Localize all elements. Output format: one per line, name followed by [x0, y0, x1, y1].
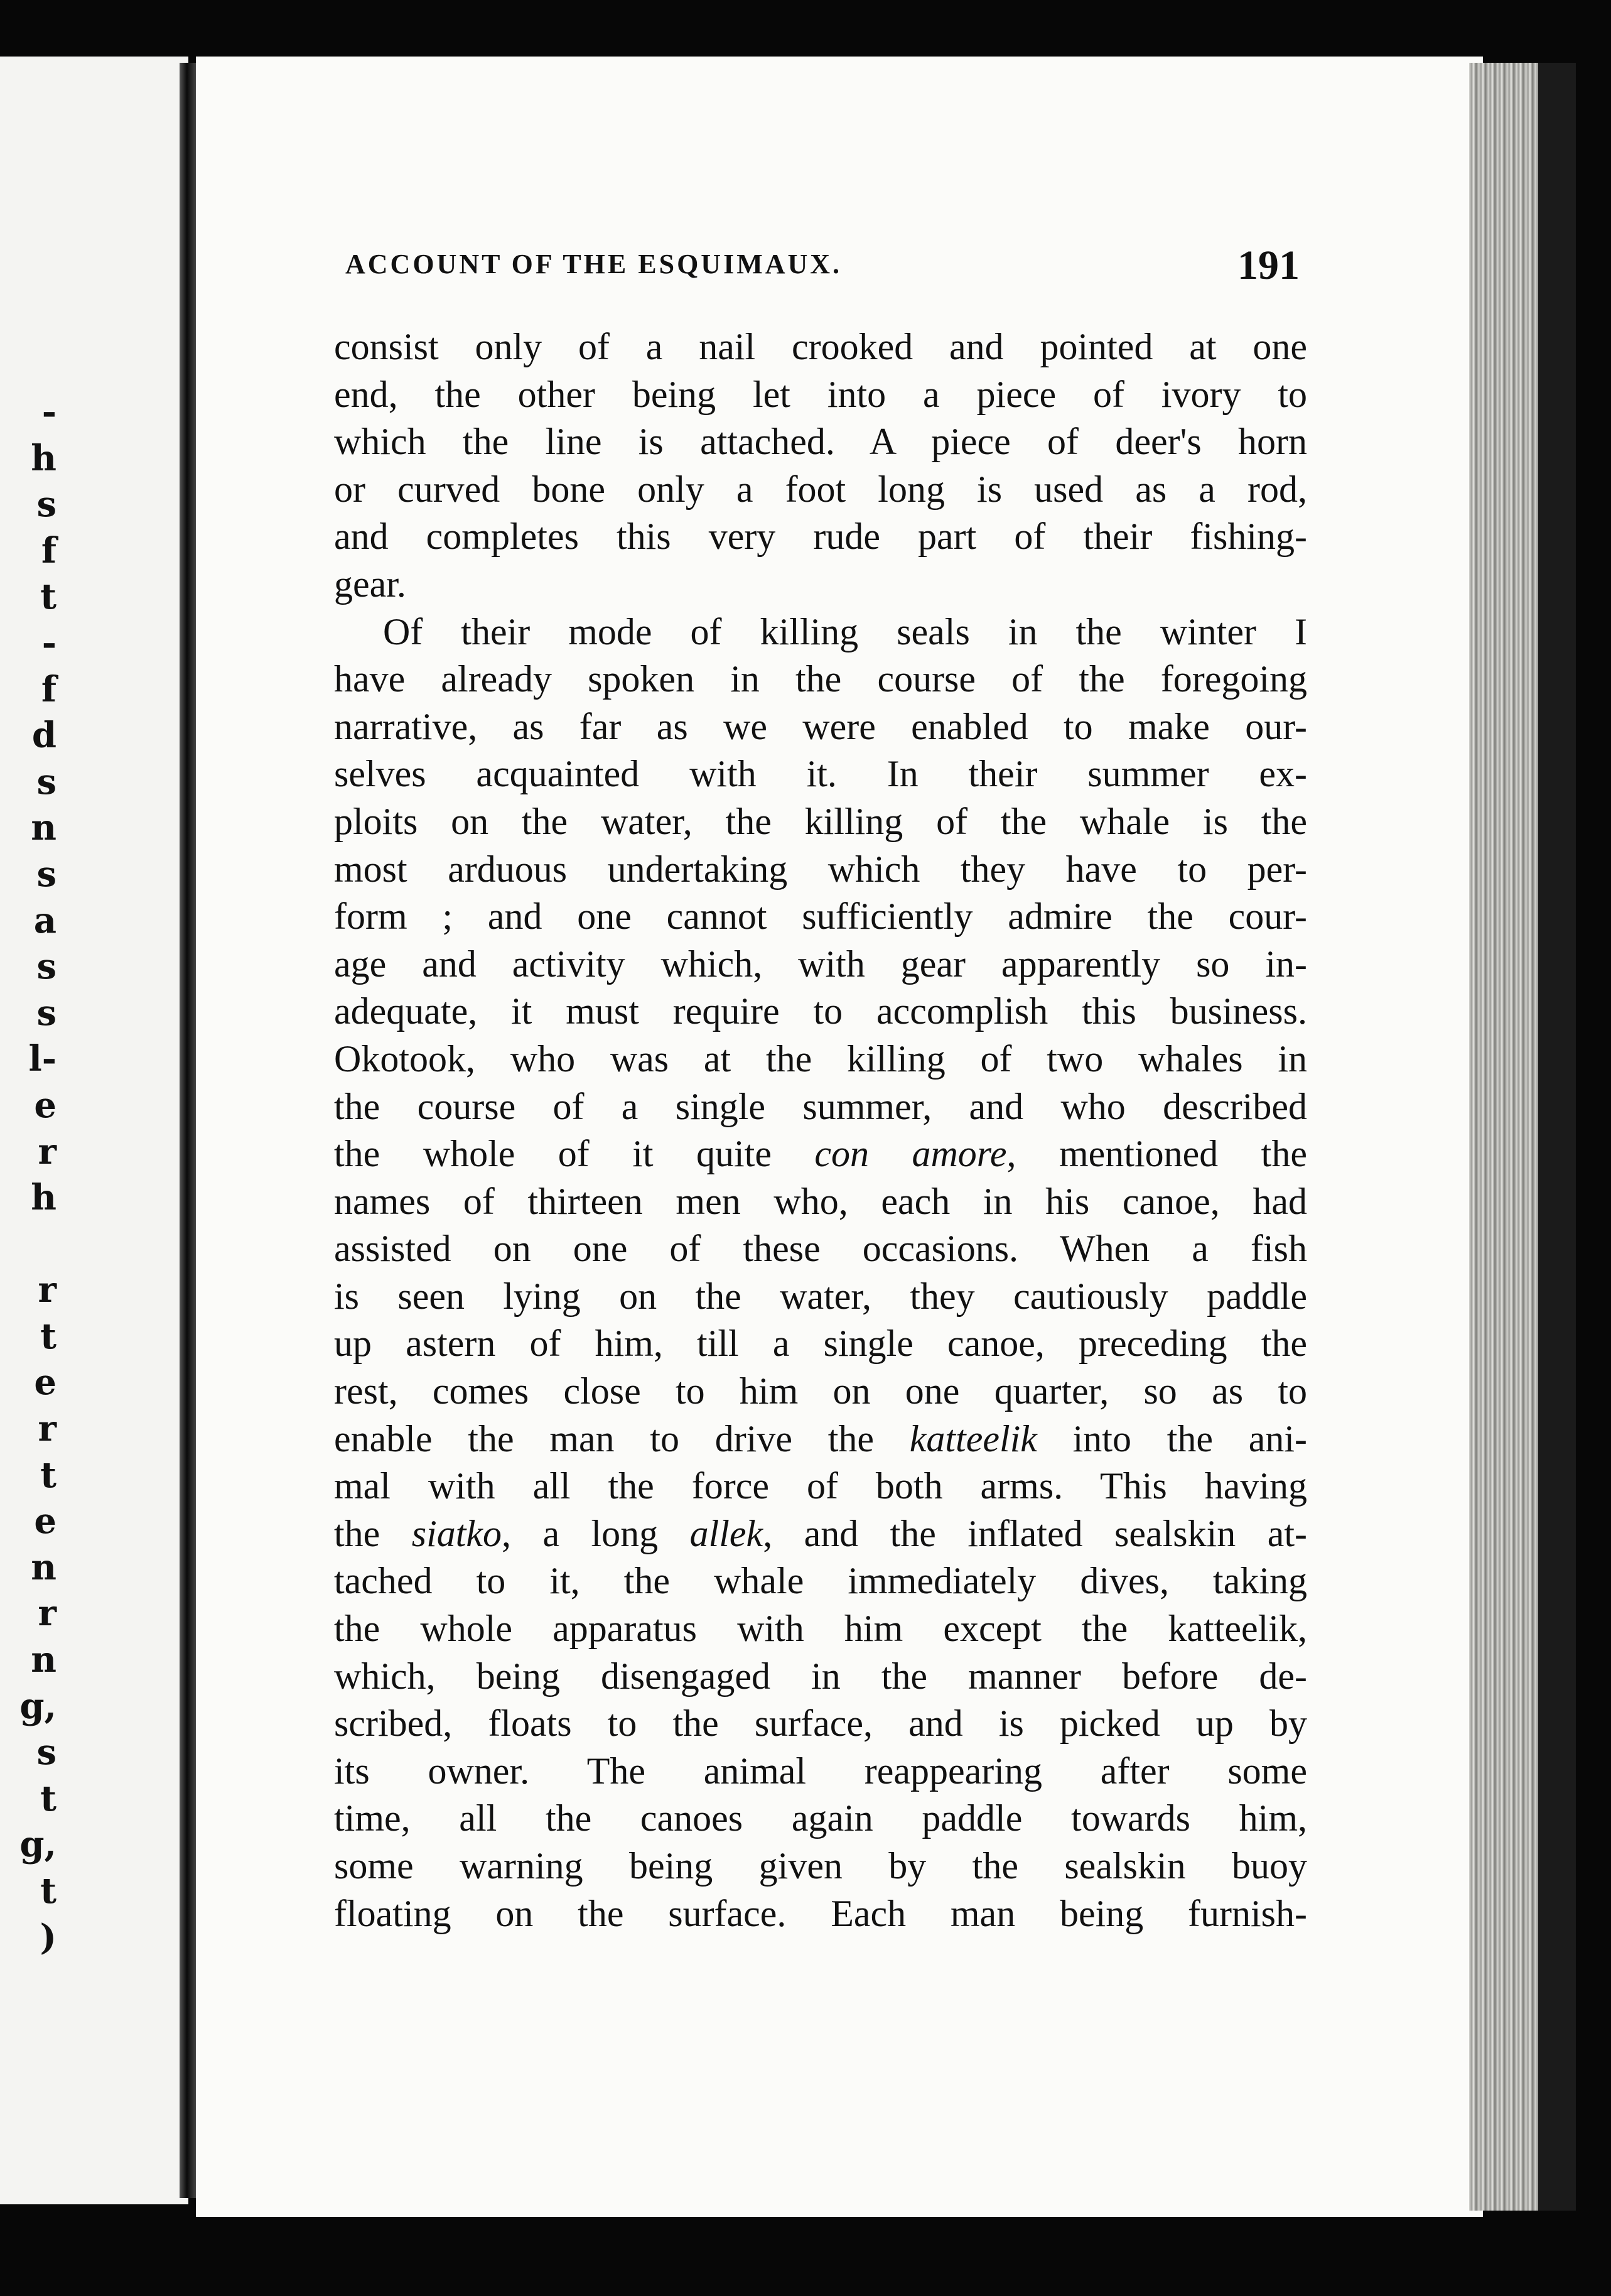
text-line: selves acquainted with it. In their summer ex- [334, 753, 1307, 795]
fragment: l- [28, 1038, 57, 1080]
text-line: some warning being given by the sealskin buoy [334, 1845, 1307, 1887]
fragment: a [33, 899, 57, 941]
text-span: , and the inflated sealskin at- [763, 1512, 1307, 1554]
text-line: or curved bone only a foot long is used as a rod, [334, 468, 1307, 510]
body-text [334, 323, 1307, 1937]
page-number: 191 [1237, 242, 1300, 288]
text-line: floating on the surface. Each man being furnish- [334, 1892, 1307, 1934]
text-line: assisted on one of these occasions. When a fish [334, 1228, 1307, 1270]
fragment: r [38, 1130, 57, 1172]
text-line: and completes this very rude part of their fishing- [334, 516, 1307, 558]
fragment: f [41, 668, 57, 710]
text-line: scribed, floats to the surface, and is picked up by [334, 1703, 1307, 1745]
fragment: t [40, 1777, 57, 1819]
text-line: its owner. The animal reappearing after some [334, 1750, 1307, 1792]
fragment: s [36, 853, 57, 895]
fragment: n [31, 1546, 57, 1588]
fragment: e [34, 1084, 57, 1126]
fragment: f [41, 529, 57, 571]
text-line: most arduous undertaking which they have to per- [334, 848, 1307, 890]
text-line: Of their mode of killing seals in the winter I [383, 610, 1307, 653]
text-line: rest, comes close to him on one quarter, so as to [334, 1370, 1307, 1412]
fragment: s [36, 484, 57, 526]
text-span: the [334, 1512, 412, 1554]
text-span: into the ani- [1037, 1417, 1307, 1459]
facing-page [0, 57, 188, 2204]
text-line: age and activity which, with gear apparently so in- [334, 943, 1307, 985]
text-line: end, the other being let into a piece of ivory to [334, 373, 1307, 415]
text-line [334, 1416, 1307, 1463]
text-span: enable the man to drive the [334, 1417, 910, 1459]
text-line: Okotook, who was at the killing of two whales in [334, 1037, 1307, 1080]
text-line [334, 1130, 1307, 1178]
text-line: the course of a single summer, and who described [334, 1085, 1307, 1127]
fragment: s [36, 992, 57, 1034]
fragment: r [38, 1269, 57, 1311]
fragment: e [34, 1500, 57, 1542]
text-line: is seen lying on the water, they cautiously paddle [334, 1275, 1307, 1317]
text-span: , a long [502, 1512, 690, 1554]
fragment: s [36, 946, 57, 988]
text-line: which, being disengaged in the manner before de- [334, 1655, 1307, 1697]
fragment: n [31, 807, 57, 849]
italic-term: katteelik [909, 1417, 1037, 1459]
text-line: adequate, it must require to accomplish this business. [334, 990, 1307, 1032]
text-line: consist only of a nail crooked and pointed at one [334, 326, 1307, 367]
fragment: s [36, 761, 57, 803]
text-line: mal with all the force of both arms. This having [334, 1465, 1307, 1507]
fragment: ) [40, 1916, 57, 1958]
text-line: the whole apparatus with him except the katteelik, [334, 1608, 1307, 1650]
text-line: up astern of him, till a single canoe, preceding the [334, 1323, 1307, 1365]
italic-phrase: con amore [814, 1133, 1007, 1175]
fragment: n [31, 1639, 57, 1681]
fragment: t [40, 1870, 57, 1912]
running-head [345, 242, 1312, 292]
text-line [334, 1510, 1307, 1558]
fragment: - [41, 391, 57, 433]
book-gutter [180, 63, 196, 2198]
text-line: gear. [334, 563, 406, 605]
fragment: - [41, 622, 57, 664]
fragment: d [31, 715, 57, 757]
text-span: the whole of it quite [334, 1133, 815, 1175]
text-line: form ; and one cannot sufficiently admire the cour- [334, 896, 1307, 938]
fragment: t [40, 1454, 57, 1496]
text-line: time, all the canoes again paddle towards him, [334, 1797, 1307, 1839]
italic-term: siatko [411, 1512, 502, 1554]
text-line: which the line is attached. A piece of deer's horn [334, 421, 1307, 463]
fragment: h [31, 1177, 57, 1219]
text-line: narrative, as far as we were enabled to make our- [334, 705, 1307, 747]
fragment: r [38, 1408, 57, 1450]
fragment: g, [19, 1685, 57, 1727]
fragment: s [36, 1731, 57, 1773]
text-line: tached to it, the whale immediately dives, taking [334, 1560, 1307, 1602]
fragment: t [40, 576, 57, 618]
fragment: g, [19, 1824, 57, 1866]
italic-term: allek [689, 1512, 763, 1554]
fragment: h [31, 437, 57, 479]
text-span: , mentioned the [1006, 1133, 1307, 1175]
fragment: t [40, 1315, 57, 1357]
page-edges [1469, 63, 1576, 2211]
text-line: names of thirteen men who, each in his canoe, had [334, 1180, 1307, 1222]
running-head-title: ACCOUNT OF THE ESQUIMAUX. [345, 249, 843, 279]
fragment: r [38, 1593, 57, 1635]
fragment [0, 1221, 57, 1268]
fragment: e [34, 1362, 57, 1404]
facing-page-line-ends [0, 389, 57, 1961]
text-line: have already spoken in the course of the foregoing [334, 658, 1307, 700]
text-line: ploits on the water, the killing of the whale is the [334, 800, 1307, 842]
